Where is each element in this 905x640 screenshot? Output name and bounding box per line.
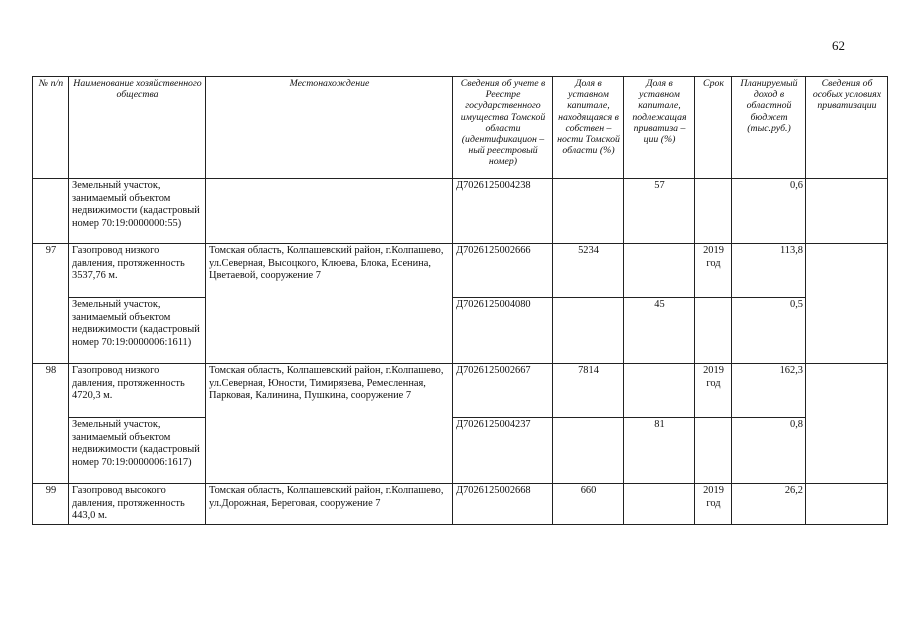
term bbox=[695, 418, 732, 484]
share-owned: 660 bbox=[553, 484, 624, 525]
term bbox=[695, 298, 732, 364]
object-name: Земельный участок, занимаемый объектом недвижимости (кадастровый номер 70:19:0000006:1611) bbox=[69, 298, 206, 364]
share-owned bbox=[553, 418, 624, 484]
term: 2019 год bbox=[695, 484, 732, 525]
row-number: 99 bbox=[33, 484, 69, 525]
table-header-row bbox=[33, 77, 888, 179]
share-privatized bbox=[624, 244, 695, 298]
header-company-name: Наименование хозяйственного общества bbox=[69, 77, 206, 179]
planned-income: 113,8 bbox=[732, 244, 806, 298]
header-share-privatized: Доля в уставном капитале, подлежащая приватиза – ции (%) bbox=[624, 77, 695, 179]
share-owned bbox=[553, 298, 624, 364]
registry-number: Д7026125002667 bbox=[453, 364, 553, 418]
page-number: 62 bbox=[832, 38, 845, 53]
header-row-number: № п/п bbox=[33, 77, 69, 179]
table-row bbox=[33, 418, 888, 484]
header-special-conditions: Сведения об особых условиях приватизации bbox=[806, 77, 888, 179]
share-privatized: 57 bbox=[624, 179, 695, 244]
planned-income: 0,5 bbox=[732, 298, 806, 364]
share-privatized bbox=[624, 484, 695, 525]
object-name: Газопровод низкого давления, протяженность 4720,3 м. bbox=[69, 364, 206, 418]
row-number: 98 bbox=[33, 364, 69, 484]
object-location: Томская область, Колпашевский район, г.Колпашево, ул.Северная, Юности, Тимирязева, Ремесленная, Парковая, Калинина, Пушкина, сооружение 7 bbox=[206, 364, 453, 484]
term: 2019 год bbox=[695, 244, 732, 298]
object-name: Газопровод высокого давления, протяженность 443,0 м. bbox=[69, 484, 206, 525]
planned-income: 26,2 bbox=[732, 484, 806, 525]
share-privatized bbox=[624, 364, 695, 418]
table-row bbox=[33, 298, 888, 364]
header-planned-income: Планируемый доход в областной бюджет (тыс.руб.) bbox=[732, 77, 806, 179]
planned-income: 0,8 bbox=[732, 418, 806, 484]
share-owned: 5234 bbox=[553, 244, 624, 298]
object-location: Томская область, Колпашевский район, г.Колпашево, ул.Дорожная, Береговая, сооружение 7 bbox=[206, 484, 453, 525]
special-conditions bbox=[806, 484, 888, 525]
table-row bbox=[33, 364, 888, 418]
planned-income: 0,6 bbox=[732, 179, 806, 244]
row-number bbox=[33, 179, 69, 244]
header-share-owned: Доля в уставном капитале, находящаяся в собствен – ности Томской области (%) bbox=[553, 77, 624, 179]
registry-number: Д7026125004080 bbox=[453, 298, 553, 364]
registry-number: Д7026125002668 bbox=[453, 484, 553, 525]
special-conditions bbox=[806, 244, 888, 364]
object-location bbox=[206, 179, 453, 244]
object-name: Газопровод низкого давления, протяженность 3537,76 м. bbox=[69, 244, 206, 298]
special-conditions bbox=[806, 179, 888, 244]
object-name: Земельный участок, занимаемый объектом недвижимости (кадастровый номер 70:19:0000006:1617) bbox=[69, 418, 206, 484]
registry-number: Д7026125004237 bbox=[453, 418, 553, 484]
header-location: Местонахождение bbox=[206, 77, 453, 179]
share-owned: 7814 bbox=[553, 364, 624, 418]
share-privatized: 81 bbox=[624, 418, 695, 484]
row-number: 97 bbox=[33, 244, 69, 364]
special-conditions bbox=[806, 364, 888, 484]
registry-number: Д7026125002666 bbox=[453, 244, 553, 298]
object-location: Томская область, Колпашевский район, г.Колпашево, ул.Северная, Высоцкого, Клюева, Блока, Есенина, Цветаевой, сооружение 7 bbox=[206, 244, 453, 364]
table-row bbox=[33, 179, 888, 244]
header-registry-number: Сведения об учете в Реестре государственного имущества Томской области (идентификацион – ный реестровый номер) bbox=[453, 77, 553, 179]
term bbox=[695, 179, 732, 244]
object-name: Земельный участок, занимаемый объектом недвижимости (кадастровый номер 70:19:0000000:55) bbox=[69, 179, 206, 244]
header-term: Срок bbox=[695, 77, 732, 179]
privatization-table bbox=[32, 76, 888, 525]
table-row bbox=[33, 484, 888, 525]
share-privatized: 45 bbox=[624, 298, 695, 364]
registry-number: Д7026125004238 bbox=[453, 179, 553, 244]
table-row bbox=[33, 244, 888, 298]
planned-income: 162,3 bbox=[732, 364, 806, 418]
term: 2019 год bbox=[695, 364, 732, 418]
share-owned bbox=[553, 179, 624, 244]
